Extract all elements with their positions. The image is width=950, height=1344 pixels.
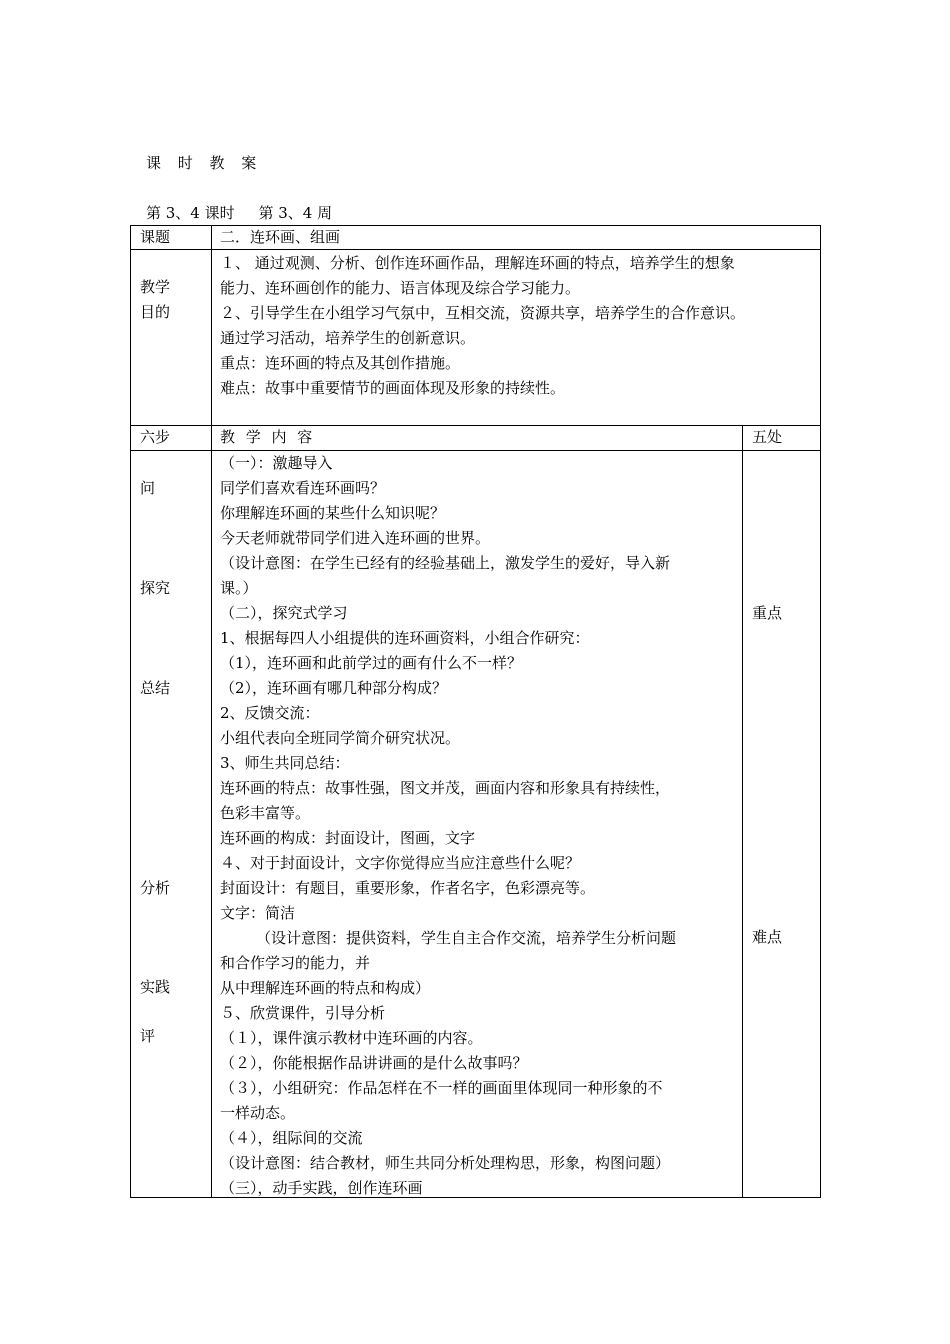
objective-line: 通过学习活动，培养学生的创新意识。: [220, 329, 476, 347]
content-line: 连环画的构成：封面设计，图画，文字: [220, 829, 476, 847]
objective-line: ２、引导学生在小组学习气氛中，互相交流，资源共享，培养学生的合作意识。: [220, 304, 746, 322]
step-label: 分析: [140, 879, 171, 897]
content-line: 文字：简洁: [220, 904, 296, 922]
content-line: （二），探究式学习: [220, 604, 348, 622]
content-line: 同学们喜欢看连环画吗？: [220, 479, 386, 497]
content-line: 今天老师就带同学们进入连环画的世界。: [220, 529, 491, 547]
step-label: 总结: [140, 679, 171, 697]
lesson-content: [220, 451, 676, 1201]
objectives-label: [140, 275, 170, 325]
objective-line: 难点：故事中重要情节的画面体现及形象的持续性。: [220, 379, 566, 397]
content-column-header: 教 学 内 容: [220, 428, 316, 446]
content-line: 1、根据每四人小组提供的连环画资料，小组合作研究：: [220, 629, 590, 647]
step-label: 问: [140, 479, 156, 497]
content-line: 封面设计：有题目，重要形象，作者名字，色彩漂亮等。: [220, 879, 596, 897]
document-title: 课 时 教 案: [146, 154, 263, 172]
content-line: 一样动态。: [220, 1104, 296, 1122]
topic-label: 课题: [140, 228, 171, 246]
content-line: ５、欣赏课件，引导分析: [220, 1004, 386, 1022]
objective-line: 重点：连环画的特点及其创作措施。: [220, 354, 461, 372]
content-line: （1），连环画和此前学过的画有什么不一样？: [220, 654, 523, 672]
steps-column-header: 六步: [140, 428, 171, 446]
content-line: （设计意图：提供资料，学生自主合作交流，培养学生分析问题: [256, 929, 677, 947]
note-label: 难点: [752, 928, 783, 946]
content-line: （３），小组研究：作品怎样在不一样的画面里体现同一种形象的不: [220, 1079, 663, 1097]
content-line: 和合作学习的能力，并: [220, 954, 371, 972]
objective-line: 能力、连环画创作的能力、语言体现及综合学习能力。: [220, 279, 581, 297]
objective-line: １、 通过观测、分析、创作连环画作品，理解连环画的特点，培养学生的想象: [220, 254, 735, 272]
content-line: ４、对于封面设计，文字你觉得应当应注意些什么呢？: [220, 854, 581, 872]
step-label: 评: [140, 1027, 156, 1045]
column-divider: [211, 225, 212, 1198]
note-label: 重点: [752, 604, 783, 622]
content-line: （４），组际间的交流: [220, 1129, 363, 1147]
content-line: 3、师生共同总结：: [220, 754, 350, 772]
content-line: （２），你能根据作品讲讲画的是什么故事吗？: [220, 1054, 528, 1072]
objectives-label-line: 目的: [140, 303, 171, 321]
objectives-label-line: 教学: [140, 278, 171, 296]
content-line: 课。）: [220, 579, 258, 597]
step-label: 探究: [140, 579, 171, 597]
content-line: （三），动手实践，创作连环画: [220, 1179, 423, 1197]
column-divider: [742, 425, 743, 1198]
topic-value: 二．连环画、组画: [220, 228, 341, 246]
step-label: 实践: [140, 978, 171, 996]
content-line: 你理解连环画的某些什么知识呢？: [220, 504, 446, 522]
content-line: 从中理解连环画的特点和构成）: [220, 979, 431, 997]
content-line: 小组代表向全班同学简介研究状况。: [220, 729, 461, 747]
content-line: （一）：激趣导入: [220, 454, 333, 472]
content-line: 2、反馈交流：: [220, 704, 320, 722]
content-line: 连环画的特点：故事性强，图文并茂，画面内容和形象具有持续性，: [220, 779, 671, 797]
content-line: 色彩丰富等。: [220, 804, 311, 822]
lesson-period-line: 第 3、4 课时 第 3、4 周: [146, 204, 333, 222]
content-line: （１），课件演示教材中连环画的内容。: [220, 1029, 483, 1047]
content-line: （设计意图：结合教材，师生共同分析处理构思，形象，构图问题）: [220, 1154, 671, 1172]
notes-column-header: 五处: [752, 428, 783, 446]
content-line: （2），连环画有哪几种部分构成？: [220, 679, 448, 697]
content-line: （设计意图：在学生已经有的经验基础上，激发学生的爱好，导入新: [220, 554, 671, 572]
objectives-text: [220, 251, 745, 401]
